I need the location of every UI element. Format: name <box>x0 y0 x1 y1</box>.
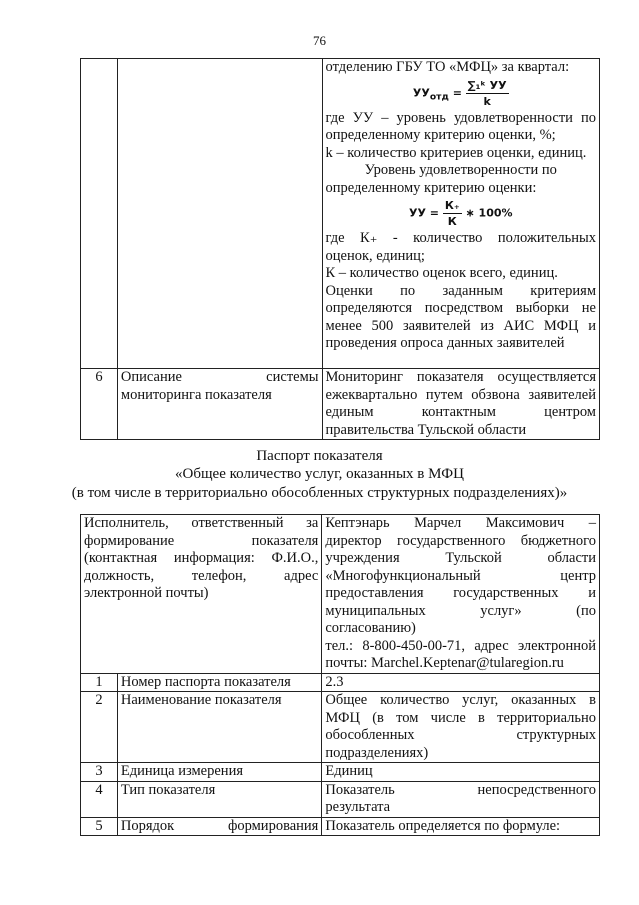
table-cell-name <box>117 59 322 369</box>
text-line: определяются посредством выборки не <box>325 300 596 316</box>
text-line: Наименование показателя <box>120 692 282 708</box>
text-line: Исполнитель, ответственный за <box>84 515 319 531</box>
text-line: формирование показателя <box>84 532 319 549</box>
table-cell-num <box>81 59 118 369</box>
row-name <box>117 817 321 836</box>
text-line: Мониторинг показателя осуществляется <box>325 369 596 385</box>
text-line: Уровень удовлетворенности по <box>364 162 557 178</box>
text-line: Номер паспорта показателя <box>120 673 291 690</box>
text-line: «Многофункциональный центр <box>325 567 596 584</box>
text-line: почты: Marchel.Keptenar@tularegion.ru <box>325 655 564 671</box>
text-line: Описание системы <box>120 369 319 385</box>
text-line: где К₊ - количество положительных <box>325 230 596 246</box>
text-line: (контактная информация: Ф.И.О., <box>84 550 319 566</box>
formula-uu <box>326 198 596 229</box>
text-line: Тип показателя <box>120 781 216 798</box>
text-line: предоставления государственных и <box>325 585 596 601</box>
fraction-denominator: К <box>447 215 457 228</box>
text-line: определенному критерию оценки: <box>325 179 537 196</box>
text-line: Кептэнарь Марчел Максимович – <box>325 515 596 531</box>
text-line: проведения опроса данных заявителей <box>325 335 565 351</box>
row-name <box>117 692 321 763</box>
row-number: 2 <box>81 692 118 763</box>
text-line: оценок, единиц; <box>325 247 425 264</box>
table-row <box>81 817 600 836</box>
text-line: правительства Тульской области <box>325 421 527 438</box>
table-row <box>81 692 600 763</box>
text-line: учреждения Тульской области <box>325 550 596 566</box>
text-line: где УУ – уровень удовлетворенности по <box>325 109 596 126</box>
formula-lhs: УУ <box>412 86 430 99</box>
row-value <box>322 673 600 692</box>
text-line: Единица измерения <box>120 763 243 779</box>
table-row <box>81 763 600 782</box>
text-line: Общее количество услуг, оказанных в <box>325 692 596 708</box>
text-line: электронной почты) <box>84 585 209 601</box>
passport-subtitle-2: (в том числе в территориально обособленных структурных подразделениях)» <box>71 485 568 501</box>
text-line: Порядок формирования <box>120 817 319 834</box>
text-line: Показатель определяется по формуле: <box>325 817 561 834</box>
formula-uu-otd: $УУ_{отд}$ = $\frac{\text{∑₁ᵏ УУ}}{k}$ <box>412 78 507 108</box>
definition-block <box>326 110 596 198</box>
text-line: обособленных структурных <box>325 727 596 743</box>
row-number: 5 <box>81 817 118 836</box>
text-line: Показатель непосредственного <box>325 781 596 798</box>
page-number: 76 <box>313 33 326 48</box>
text-line: тел.: 8-800-450-00-71, адрес электронной <box>325 637 596 654</box>
table-row <box>81 369 600 440</box>
row-value <box>322 781 600 817</box>
passport-title: Паспорт показателя <box>256 448 383 464</box>
text-line: директор государственного бюджетного <box>325 532 596 549</box>
fraction <box>466 78 509 109</box>
text-line: менее 500 заявителей из АИС МФЦ и <box>325 317 596 334</box>
row-number: 4 <box>81 781 118 817</box>
formula-sub: отд <box>429 91 449 103</box>
formula-lhs: УУ = <box>408 206 439 220</box>
fraction <box>443 198 462 229</box>
fraction-numerator: К₊ <box>444 199 460 212</box>
executor-label <box>81 515 322 674</box>
text-line: определенному критерию оценки, %; <box>325 127 556 143</box>
text-line: мониторинга показателя <box>120 386 272 403</box>
table-row-executor <box>81 515 600 674</box>
passport-subtitle: «Общее количество услуг, оказанных в МФЦ <box>175 466 464 482</box>
text-line: единым контактным центром <box>325 404 596 420</box>
table-row <box>81 781 600 817</box>
row-number: 3 <box>81 763 118 782</box>
table-row <box>81 59 600 369</box>
passport-table <box>80 514 600 836</box>
text-line: отделению ГБУ ТО «МФЦ» за квартал: <box>325 59 570 75</box>
row-name <box>117 369 322 440</box>
row-number: 1 <box>81 673 118 692</box>
executor-value <box>322 515 600 674</box>
row-value <box>322 817 600 836</box>
indicator-table-continued <box>80 58 600 440</box>
row-number: 6 <box>81 369 118 440</box>
table-cell-value <box>322 59 599 369</box>
text-line: Единиц <box>325 763 373 779</box>
text-line: МФЦ (в том числе в территориально <box>325 709 596 726</box>
definition-block <box>326 230 596 353</box>
text-line: k – количество критериев оценки, единиц. <box>325 144 587 161</box>
text-line: должность, телефон, адрес <box>84 567 319 584</box>
fraction-denominator: k <box>483 94 491 108</box>
row-value <box>322 369 599 440</box>
row-name <box>117 763 321 782</box>
formula-tail: ∗ 100% <box>465 206 513 220</box>
text-line: ежеквартально путем обзвона заявителей <box>325 386 596 403</box>
fraction-numerator: ∑₁ᵏ УУ <box>467 78 507 92</box>
text-line: подразделениях) <box>325 744 429 761</box>
row-name <box>117 781 321 817</box>
text-line: результата <box>325 799 391 815</box>
text-line: Оценки по заданным критериям <box>325 282 596 299</box>
text-line: 2.3 <box>325 673 344 690</box>
text-line: К – количество оценок всего, единиц. <box>325 265 558 281</box>
row-value <box>322 763 600 782</box>
text-line: муниципальных услуг» (по <box>325 602 596 619</box>
table-row <box>81 673 600 692</box>
row-name <box>117 673 321 692</box>
row-value <box>322 692 600 763</box>
text-line: согласованию) <box>325 620 416 636</box>
